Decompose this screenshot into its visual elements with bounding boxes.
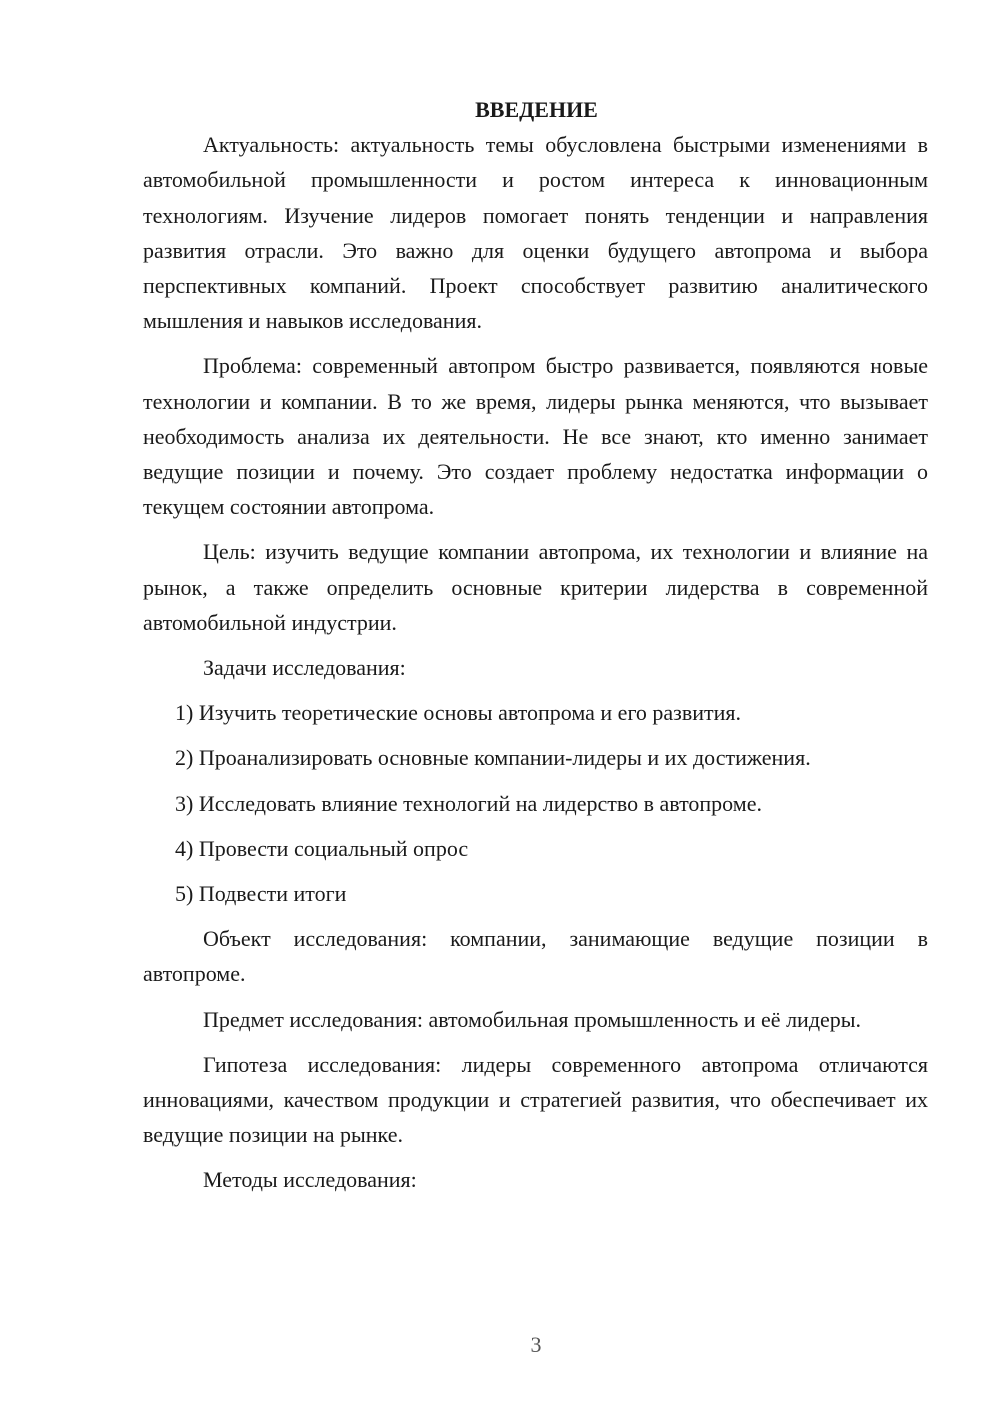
list-item: 4) Провести социальный опрос	[175, 835, 469, 861]
page-title: ВВЕДЕНИЕ	[475, 97, 598, 122]
paragraph-hypothesis: Гипотеза исследования: лидеры современного автопрома отличаются инновациями, качеством продукции и стратегией развития, что обеспечивает их ведущие позиции на рынке.	[143, 1051, 928, 1148]
page-number: 3	[530, 1332, 542, 1357]
paragraph-methods: Методы исследования:	[203, 1167, 417, 1193]
document-page	[143, 92, 928, 1208]
paragraph-tasks-heading: Задачи исследования:	[203, 655, 406, 681]
paragraph-relevance: Актуальность: актуальность темы обусловлена быстрыми изменениями в автомобильной промышленности и ростом интереса к инновационным технологиям. Изучение лидеров помогает понять тенденции и направления развития отрасли. Это важно для оценки будущего автопрома и выбора перспективных компаний. Проект способствует развитию аналитического мышления и навыков исследования.	[143, 132, 928, 334]
list-item: 1) Изучить теоретические основы автопрома и его развития.	[175, 700, 742, 726]
paragraph-subject: Предмет исследования: автомобильная промышленность и её лидеры.	[203, 1006, 862, 1032]
list-item: 5) Подвести итоги	[175, 881, 347, 907]
task-list	[143, 695, 928, 911]
paragraph-problem: Проблема: современный автопром быстро развивается, появляются новые технологии и компании. В то же время, лидеры рынка меняются, что вызывает необходимость анализа их деятельности. Не все знают, кто именно занимает ведущие позиции и почему. Это создает проблему недостатка информации о текущем состоянии автопрома.	[143, 353, 928, 520]
paragraph-object: Объект исследования: компании, занимающие ведущие позиции в автопроме.	[143, 926, 928, 987]
paragraph-goal: Цель: изучить ведущие компании автопрома, их технологии и влияние на рынок, а также определить основные критерии лидерства в современной автомобильной индустрии.	[143, 539, 928, 635]
list-item: 2) Проанализировать основные компании-лидеры и их достижения.	[175, 745, 811, 771]
list-item: 3) Исследовать влияние технологий на лидерство в автопроме.	[175, 790, 762, 816]
